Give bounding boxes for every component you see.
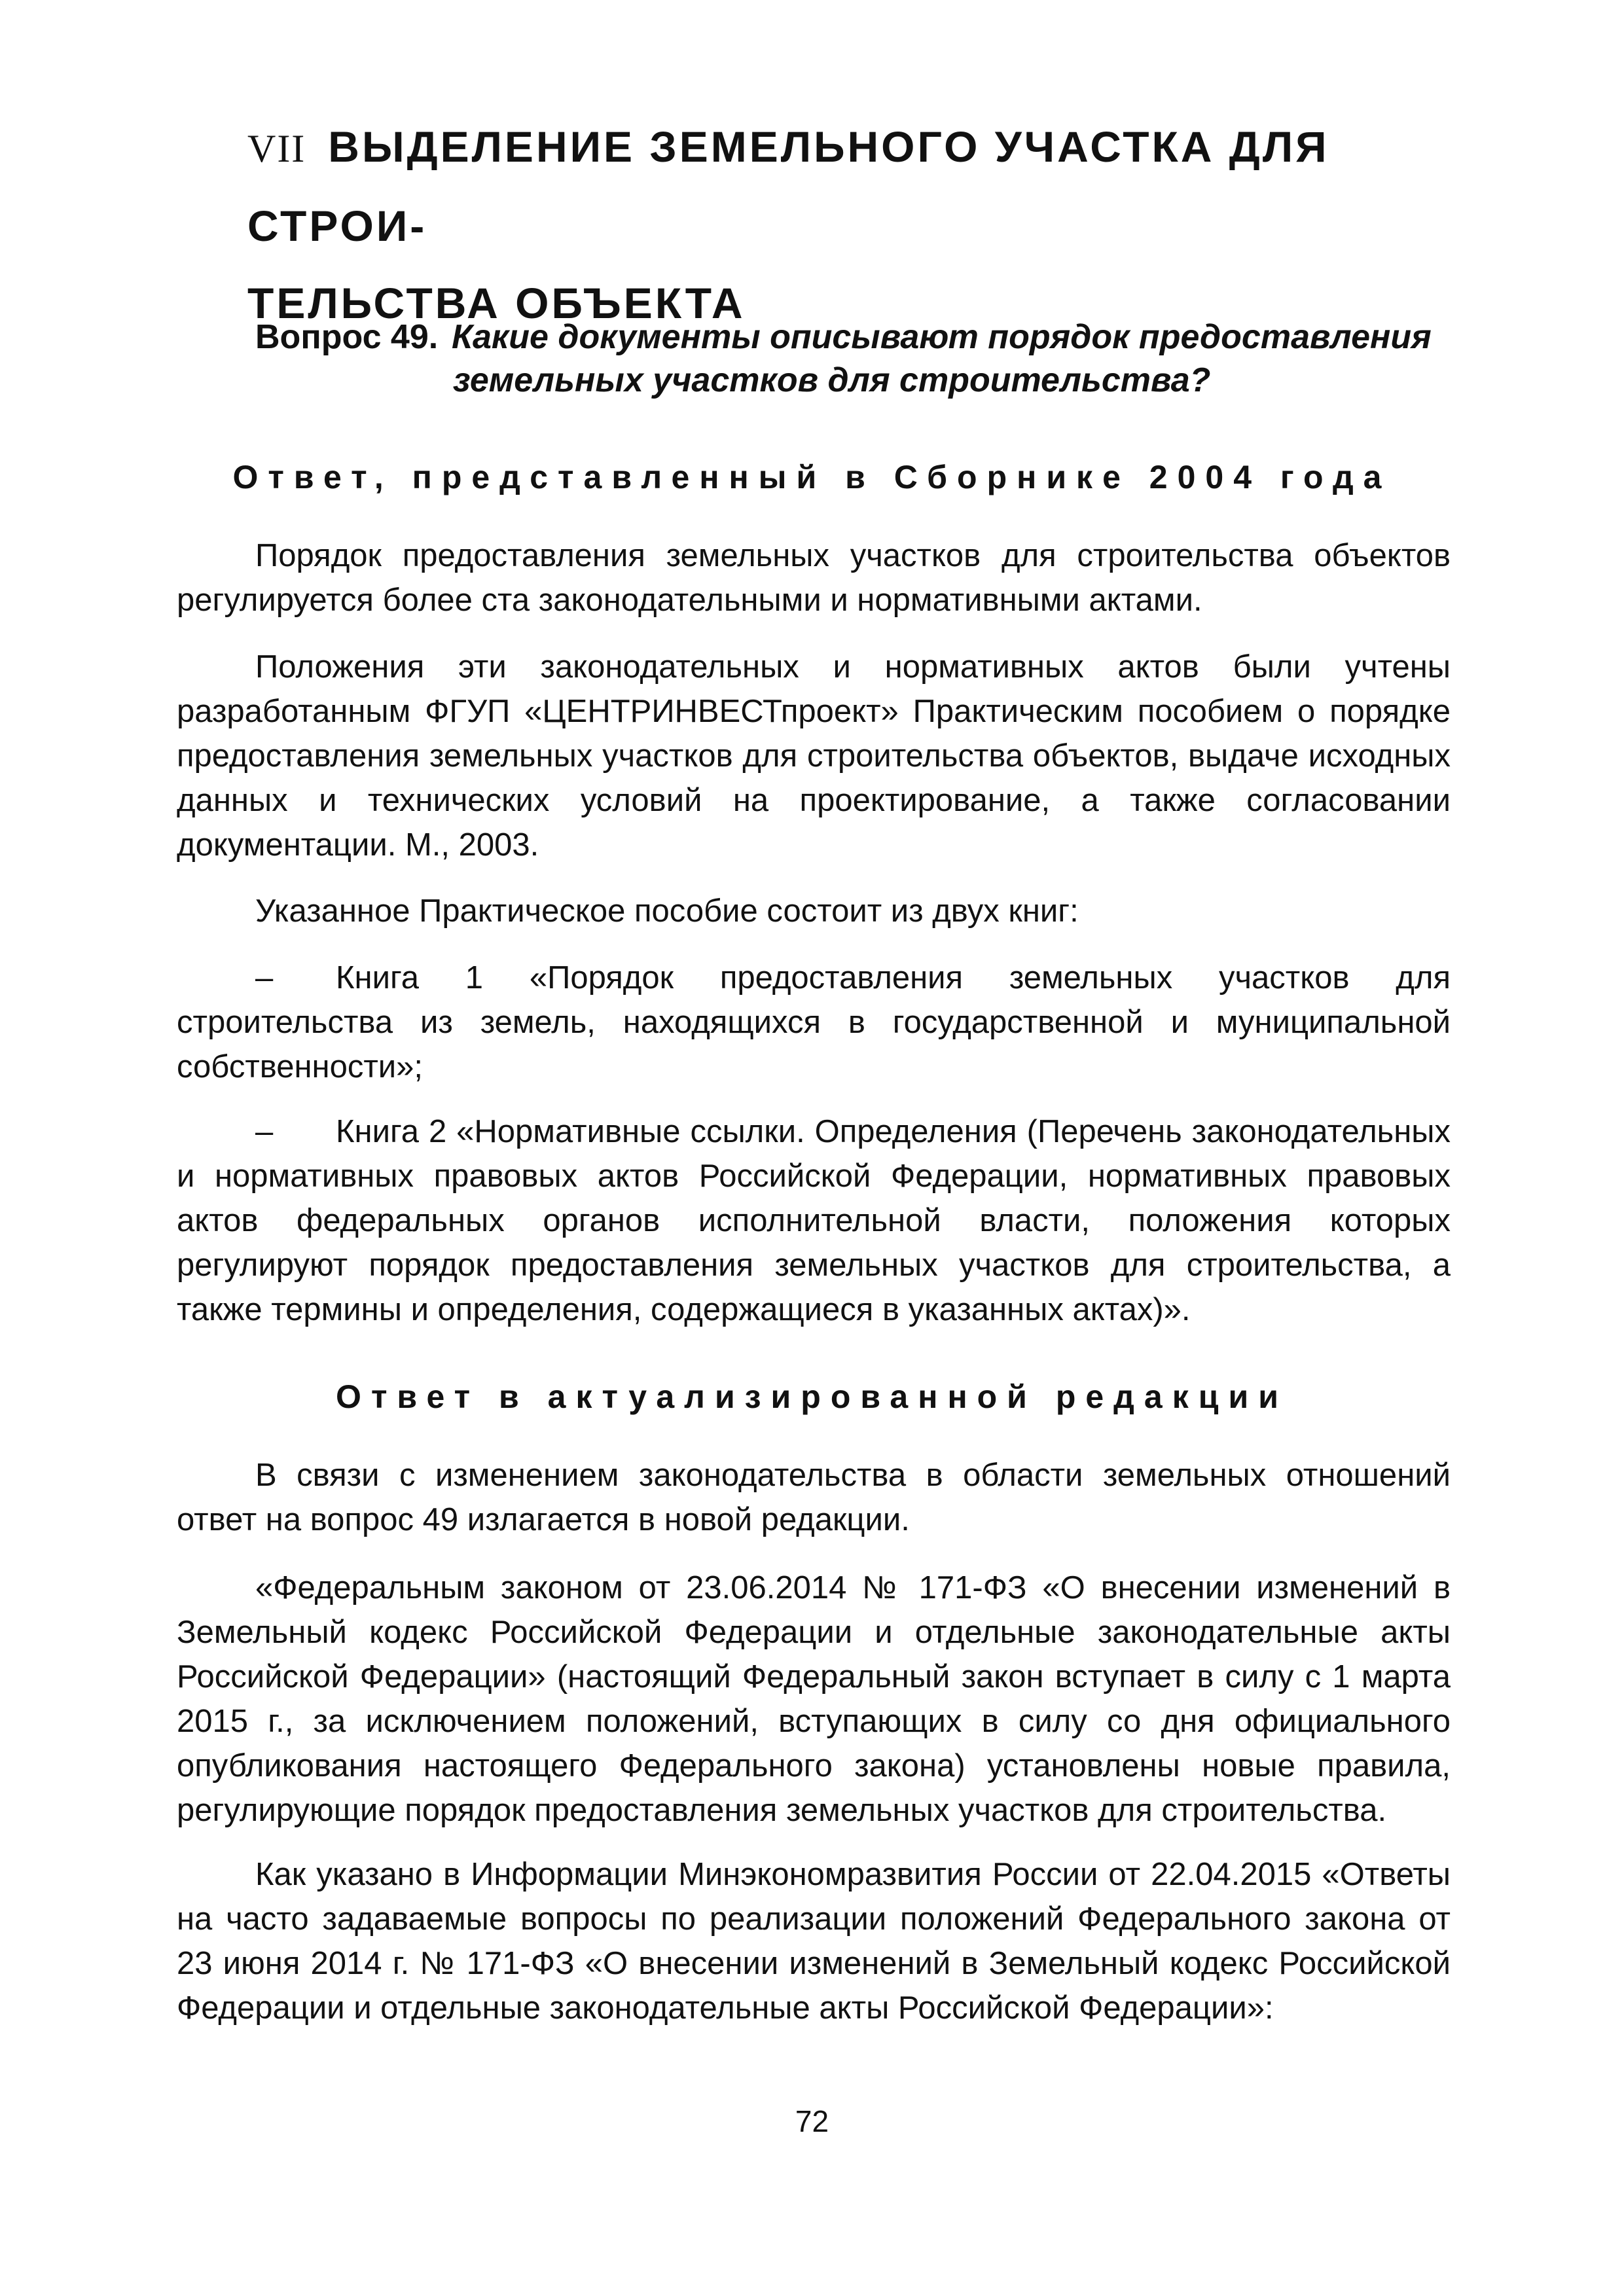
section-heading-2004: Ответ, представленный в Сборнике 2004 года — [232, 459, 1392, 495]
paragraph-2004-1: Порядок предоставления земельных участков для строительства объектов регулируется более ста законодательными и нормативными актами. — [177, 538, 1451, 618]
paragraph-2004-2: Положения эти законодательных и нормативных актов были учтены разработанным ФГУП «ЦЕНТРИНВЕСТпроект» Практическим пособием о порядке предоставления земельных участков для строительства объектов, выдаче исходных данных и технических условий на проектирование, а также согласовании документации. М., 2003. — [177, 649, 1451, 863]
dash-marker: – — [255, 1114, 274, 1149]
paragraph-updated-2: «Федеральным законом от 23.06.2014 № 171-ФЗ «О внесении изменений в Земельный кодекс Российской Федерации и отдельные законодательные акты Российской Федерации» (настоящий Федеральный закон вступает в силу с 1 марта 2015 г., за исключением положений, вступающих в силу со дня официального опубликования настоящего Федерального закона) установлены новые правила, регулирующие порядок предоставления земельных участков для строительства. — [177, 1570, 1451, 1828]
list-item-book2-text: Книга 2 «Нормативные ссылки. Определения (Перечень законодательных и нормативных правовых актов Российской Федерации, нормативных правовых актов федеральных органов исполнительной власти, положения которых регулируют порядок предоставления земельных участков для строительства, а также термины и определения, содержащиеся в указанных актах)». — [177, 1114, 1451, 1327]
paragraph-updated-1: В связи с изменением законодательства в области земельных отношений ответ на вопрос 49 излагается в новой редакции. — [177, 1458, 1451, 1537]
question-label: Вопрос 49. — [255, 318, 439, 356]
page-number: 72 — [795, 2104, 829, 2138]
list-item-book1 — [177, 956, 1451, 1089]
question-block — [255, 315, 1460, 402]
chapter-heading — [247, 108, 1458, 342]
chapter-title-text1: ВЫДЕЛЕНИЕ ЗЕМЕЛЬНОГО УЧАСТКА ДЛЯ СТРОИ- — [247, 122, 1329, 250]
question-line1 — [255, 315, 1460, 359]
question-text-line2: земельных участков для строительства? — [453, 361, 1211, 399]
section-heading-updated: Ответ в актуализированной редакции — [336, 1378, 1288, 1415]
paragraph-2004-3: Указанное Практическое пособие состоит из двух книг: — [255, 893, 1079, 929]
dash-marker: – — [255, 960, 274, 996]
paragraph-updated-3: Как указано в Информации Минэкономразвития России от 22.04.2015 «Ответы на часто задаваемые вопросы по реализации положений Федерального закона от 23 июня 2014 г. № 171-ФЗ «О внесении изменений в Земельный кодекс Российской Федерации и отдельные законодательные акты Российской Федерации»: — [177, 1857, 1451, 2026]
chapter-title-line1 — [247, 108, 1458, 264]
question-text-line1: Какие документы описывают порядок предоставления — [452, 318, 1432, 356]
chapter-title-line2: ТЕЛЬСТВА ОБЪЕКТА — [247, 279, 746, 327]
list-item-book1-text: Книга 1 «Порядок предоставления земельных участков для строительства из земель, находящихся в государственной и муниципальной собственности»; — [177, 960, 1451, 1085]
chapter-number: VII — [247, 127, 306, 170]
list-item-book2 — [177, 1109, 1451, 1332]
